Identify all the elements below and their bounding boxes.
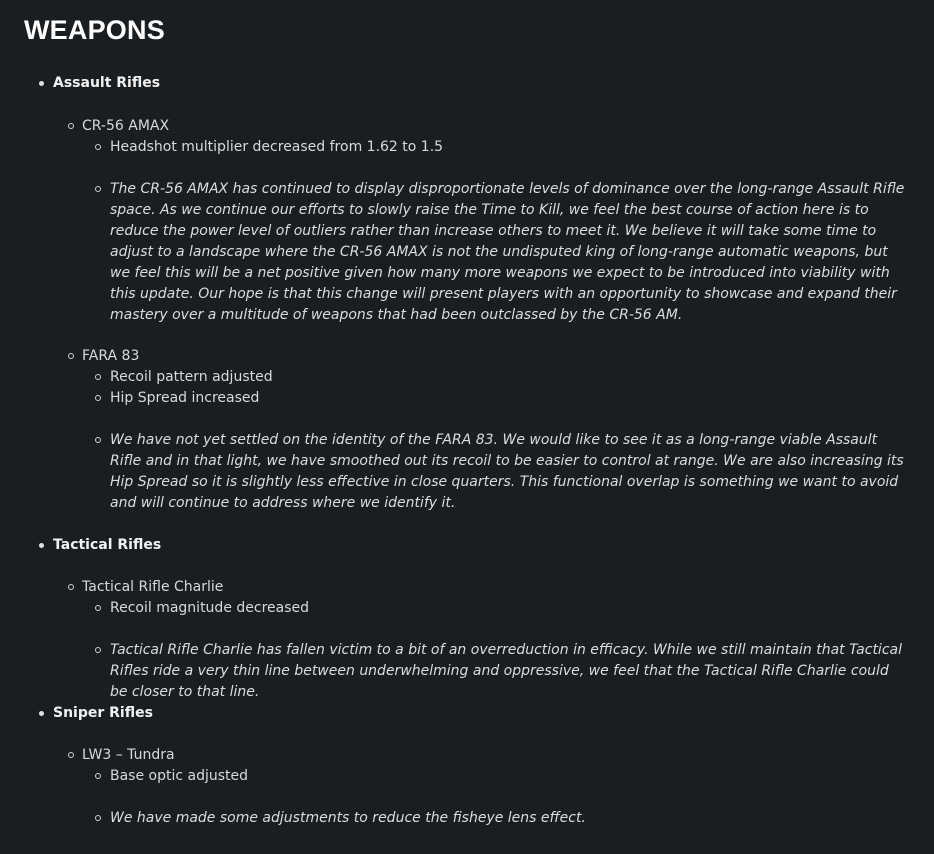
developer-note: We have made some adjustments to reduce the fisheye lens effect. [110,808,905,829]
section-tactical-rifles [53,535,913,556]
section-sniper-rifles [53,703,913,724]
developer-note: The CR-56 AMAX has continued to display disproportionate levels of dominance over the long-range Assault Rifle space. As we continue our efforts to slowly raise the Time to Kill, we feel the best course of action here is to reduce the power level of outliers rather than increase others to meet it. We believe it will take some time to adjust to a landscape where the CR-56 AMAX is not the undisputed king of long-range automatic weapons, but we feel this will be a net positive given how many more weapons we expect to be introduced into viability with this update. Our hope is that this change will present players with an opportunity to showcase and expand their mastery over a multitude of weapons that had been outclassed by the CR-56 AM. [110,179,905,326]
change-item: Recoil pattern adjusted [110,367,905,388]
developer-note: Tactical Rifle Charlie has fallen victim to a bit of an overreduction in efficacy. While we still maintain that Tactical Rifles ride a very thin line between underwhelming and oppressive, we feel that the Tactical Rifle Charlie could be closer to that line. [110,640,905,703]
weapon-name: CR-56 AMAX [82,116,912,137]
change-item: Base optic adjusted [110,766,905,787]
change-item: Recoil magnitude decreased [110,598,905,619]
developer-note: We have not yet settled on the identity of the FARA 83. We would like to see it as a long-range viable Assault Rifle and in that light, we have smoothed out its recoil to be easier to control at range. We are also increasing its Hip Spread so it is slightly less effective in close quarters. This functional overlap is something we want to avoid and will continue to address where we identify it. [110,430,905,514]
weapon-lw3-tundra [82,745,912,766]
weapon-name: Tactical Rifle Charlie [82,577,912,598]
change-item: Hip Spread increased [110,388,905,409]
section-title: Tactical Rifles [53,535,913,556]
section-assault-rifles [53,73,913,94]
weapon-cr-56-amax [82,116,912,137]
section-title: Sniper Rifles [53,703,913,724]
page-title: WEAPONS [24,15,165,45]
weapon-name: LW3 – Tundra [82,745,912,766]
section-title: Assault Rifles [53,73,913,94]
weapon-tactical-rifle-charlie [82,577,912,598]
weapon-name: FARA 83 [82,346,912,367]
weapon-fara-83 [82,346,912,367]
change-item: Headshot multiplier decreased from 1.62 to 1.5 [110,137,905,158]
